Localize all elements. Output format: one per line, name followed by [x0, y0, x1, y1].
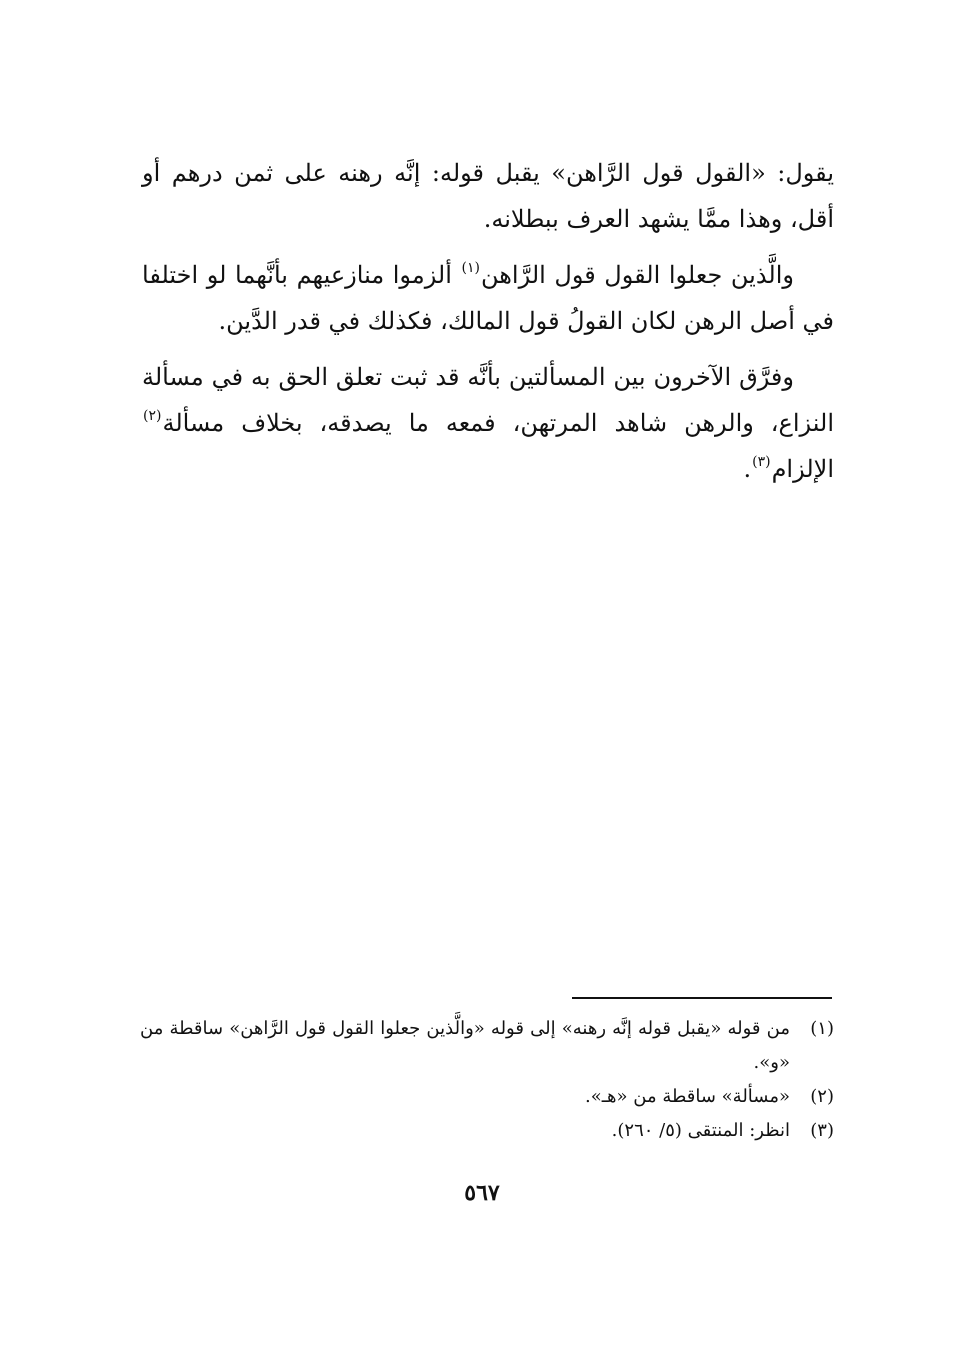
paragraph-3-text-a: وفرَّق الآخرون بين المسألتين بأنَّه قد ثبت تعلق الحق به في مسألة النزاع، والرهن شاهد المرتهن، فمعه ما يصدقه، بخلاف مسألة	[142, 363, 834, 437]
footnote-2	[140, 1080, 834, 1114]
footnote-2-number: (٢)	[810, 1086, 834, 1107]
footnote-1	[140, 1012, 834, 1080]
paragraph-1	[142, 150, 834, 242]
footnote-2-text: «مسألة» ساقطة من «هـ».	[585, 1086, 790, 1107]
main-text	[142, 150, 834, 502]
paragraph-3	[142, 354, 834, 492]
footnote-1-text: من قوله «يقبل قوله إنَّه رهنه» إلى قوله «والَّذين جعلوا القول قول الرَّاهن» ساقطة من «و».	[140, 1018, 790, 1073]
footnote-3-number: (٣)	[810, 1120, 834, 1141]
paragraph-2	[142, 252, 834, 344]
footnote-ref-1[interactable]: (١)	[461, 260, 480, 276]
page-number: ٥٦٧	[464, 1180, 500, 1206]
footnote-ref-2[interactable]: (٢)	[143, 408, 162, 424]
footnotes	[140, 1012, 834, 1148]
footnote-1-number: (١)	[810, 1018, 834, 1039]
footnote-separator	[572, 997, 832, 999]
paragraph-3-text-c: .	[743, 455, 752, 483]
paragraph-3-text-b: الإلزام	[771, 455, 834, 483]
paragraph-2-text-b: ألزموا منازعيهم بأنَّهما لو اختلفا في أصل الرهن لكان القولُ قول المالك، فكذلك في قدر الدَّين.	[142, 261, 834, 335]
footnote-ref-3[interactable]: (٣)	[752, 454, 771, 470]
footnote-3-text: انظر: المنتقى (٥/ ٢٦٠).	[611, 1120, 790, 1141]
footnote-3	[140, 1114, 834, 1148]
paragraph-1-text: يقول: «القول قول الرَّاهن» يقبل قوله: إنَّه رهنه على ثمن درهم أو أقل، وهذا ممَّا يشهد العرف ببطلانه.	[142, 159, 834, 233]
paragraph-2-text-a: والَّذين جعلوا القول قول الرَّاهن	[480, 261, 794, 289]
